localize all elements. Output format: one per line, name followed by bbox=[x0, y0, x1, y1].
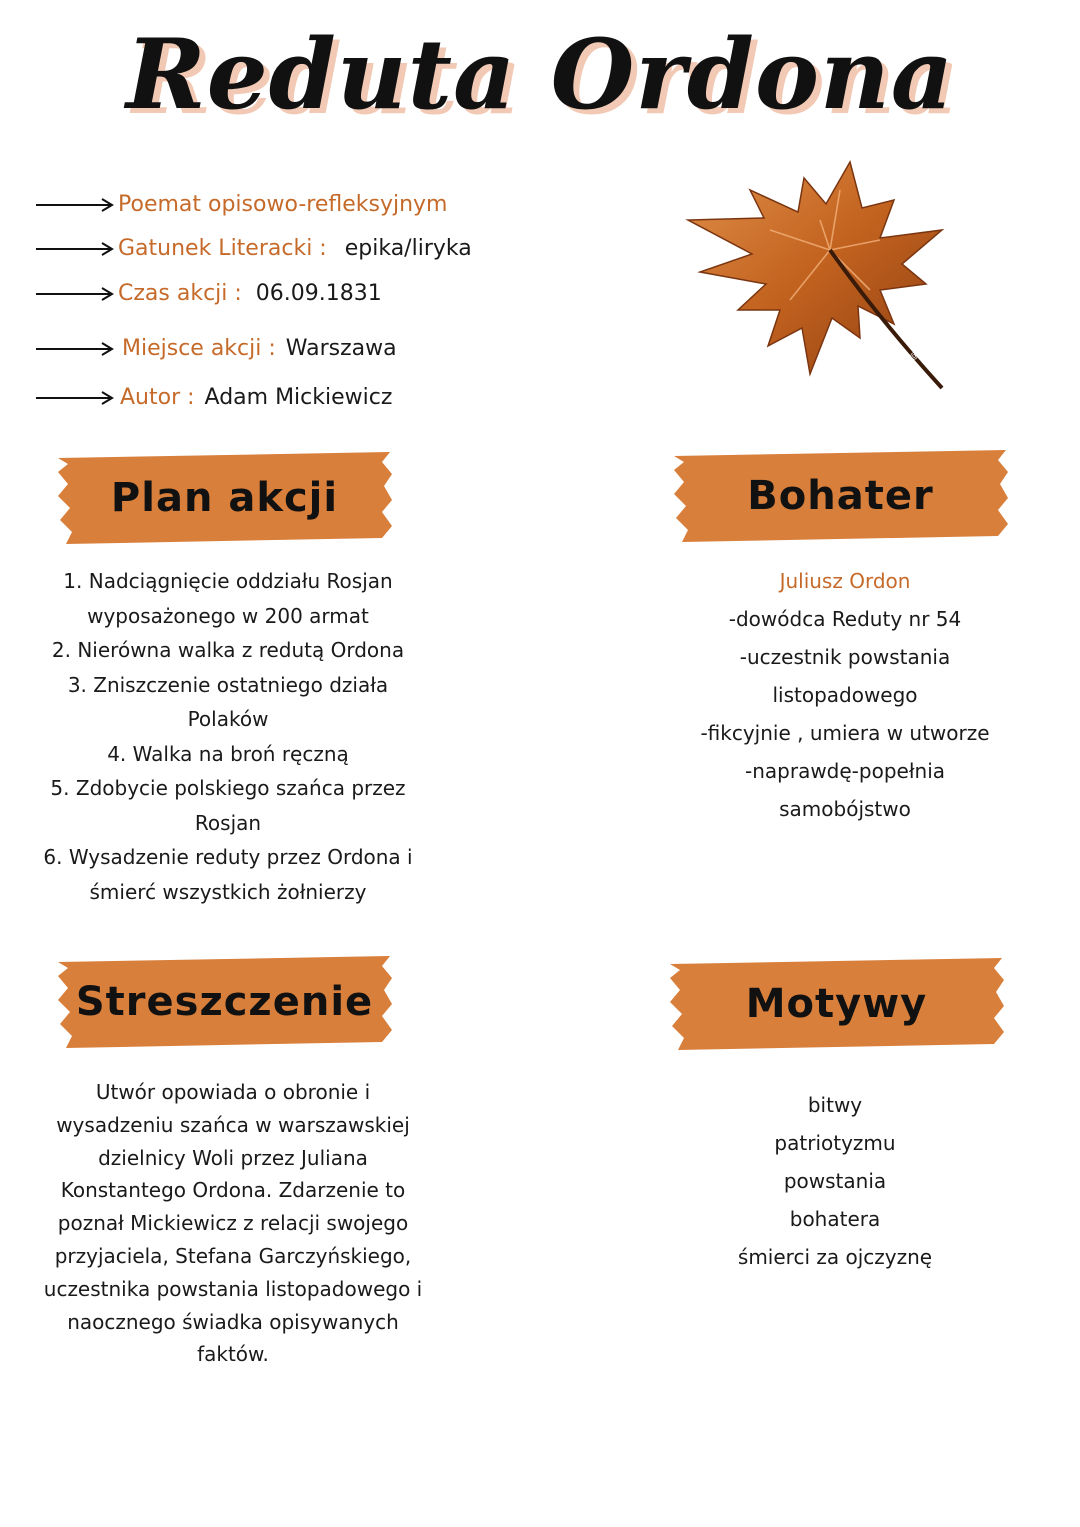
autumn-leaf-icon bbox=[680, 160, 970, 400]
summary-heading: Streszczenie bbox=[75, 979, 374, 1025]
hero-heading-banner bbox=[668, 450, 1013, 542]
info-row-place bbox=[34, 336, 397, 361]
hero-details bbox=[630, 562, 1060, 828]
summary-heading-banner bbox=[52, 956, 397, 1048]
arrow-right-icon bbox=[34, 241, 116, 257]
info-label-type: Poemat opisowo-refleksyjnym bbox=[118, 192, 448, 217]
info-row-type bbox=[34, 192, 447, 217]
summary-line: wysadzeniu szańca w warszawskiej bbox=[56, 1112, 410, 1137]
info-value-genre: epika/liryka bbox=[344, 236, 472, 261]
info-value-place: Warszawa bbox=[285, 336, 397, 361]
leaf-credit: @studyhard bbox=[907, 326, 953, 362]
plan-line: śmierć wszystkich żołnierzy bbox=[89, 879, 367, 904]
arrow-right-icon bbox=[34, 390, 116, 406]
arrow-right-icon bbox=[34, 341, 116, 357]
summary-line: faktów. bbox=[197, 1342, 269, 1367]
plan-line: 6. Wysadzenie reduty przez Ordona i bbox=[43, 845, 413, 869]
info-row-time bbox=[34, 281, 382, 306]
plan-line: wyposażonego w 200 armat bbox=[87, 603, 369, 628]
hero-line: -dowódca Reduty nr 54 bbox=[728, 607, 962, 631]
motifs-heading: Motywy bbox=[745, 981, 928, 1027]
summary-line: uczestnika powstania listopadowego i bbox=[43, 1276, 423, 1301]
hero-name: Juliusz Ordon bbox=[779, 569, 911, 593]
arrow-right-icon bbox=[34, 197, 116, 213]
summary-line: Konstantego Ordona. Zdarzenie to bbox=[60, 1178, 406, 1203]
plan-line: 2. Nierówna walka z redutą Ordona bbox=[51, 638, 405, 662]
motifs-heading-banner bbox=[664, 958, 1009, 1050]
plan-line: 3. Zniszczenie ostatniego działa bbox=[67, 672, 389, 697]
motif-item: patriotyzmu bbox=[774, 1131, 896, 1155]
hero-heading: Bohater bbox=[747, 473, 934, 519]
info-row-author bbox=[34, 385, 392, 410]
hero-line: -naprawdę-popełnia bbox=[745, 759, 945, 783]
info-label-genre: Gatunek Literacki : bbox=[118, 236, 327, 261]
info-label-time: Czas akcji : bbox=[118, 281, 242, 306]
plan-list bbox=[8, 564, 448, 909]
arrow-right-icon bbox=[34, 286, 116, 302]
motif-item: bohatera bbox=[789, 1207, 881, 1231]
info-value-time: 06.09.1831 bbox=[255, 281, 382, 306]
plan-line: 4. Walka na broń ręczną bbox=[107, 741, 349, 766]
info-row-genre bbox=[34, 236, 472, 261]
motifs-list bbox=[640, 1086, 1030, 1276]
summary-line: poznał Mickiewicz z relacji swojego bbox=[57, 1211, 409, 1236]
summary-line: naocznego świadka opisywanych bbox=[67, 1309, 399, 1334]
info-value-author: Adam Mickiewicz bbox=[204, 385, 393, 410]
hero-line: -uczestnik powstania bbox=[739, 645, 951, 669]
hero-line: samobójstwo bbox=[779, 797, 911, 821]
motif-item: śmierci za ojczyznę bbox=[737, 1245, 933, 1269]
motif-item: bitwy bbox=[807, 1093, 863, 1117]
info-label-place: Miejsce akcji : bbox=[122, 336, 276, 361]
motif-item: powstania bbox=[783, 1169, 887, 1193]
plan-line: 1. Nadciągnięcie oddziału Rosjan bbox=[63, 569, 393, 593]
plan-heading: Plan akcji bbox=[110, 475, 339, 521]
summary-text bbox=[18, 1076, 448, 1371]
plan-line: Rosjan bbox=[194, 810, 262, 835]
hero-line: -fikcyjnie , umiera w utworze bbox=[700, 721, 990, 745]
plan-heading-banner bbox=[52, 452, 397, 544]
page-title: Reduta Ordona bbox=[125, 18, 955, 131]
summary-line: dzielnicy Woli przez Juliana bbox=[98, 1145, 368, 1170]
summary-line: Utwór opowiada o obronie i bbox=[95, 1080, 371, 1104]
plan-line: Polaków bbox=[187, 707, 269, 731]
hero-line: listopadowego bbox=[772, 683, 918, 707]
summary-line: przyjaciela, Stefana Garczyńskiego, bbox=[54, 1243, 412, 1268]
plan-line: 5. Zdobycie polskiego szańca przez bbox=[50, 776, 406, 800]
info-label-author: Autor : bbox=[120, 385, 195, 410]
